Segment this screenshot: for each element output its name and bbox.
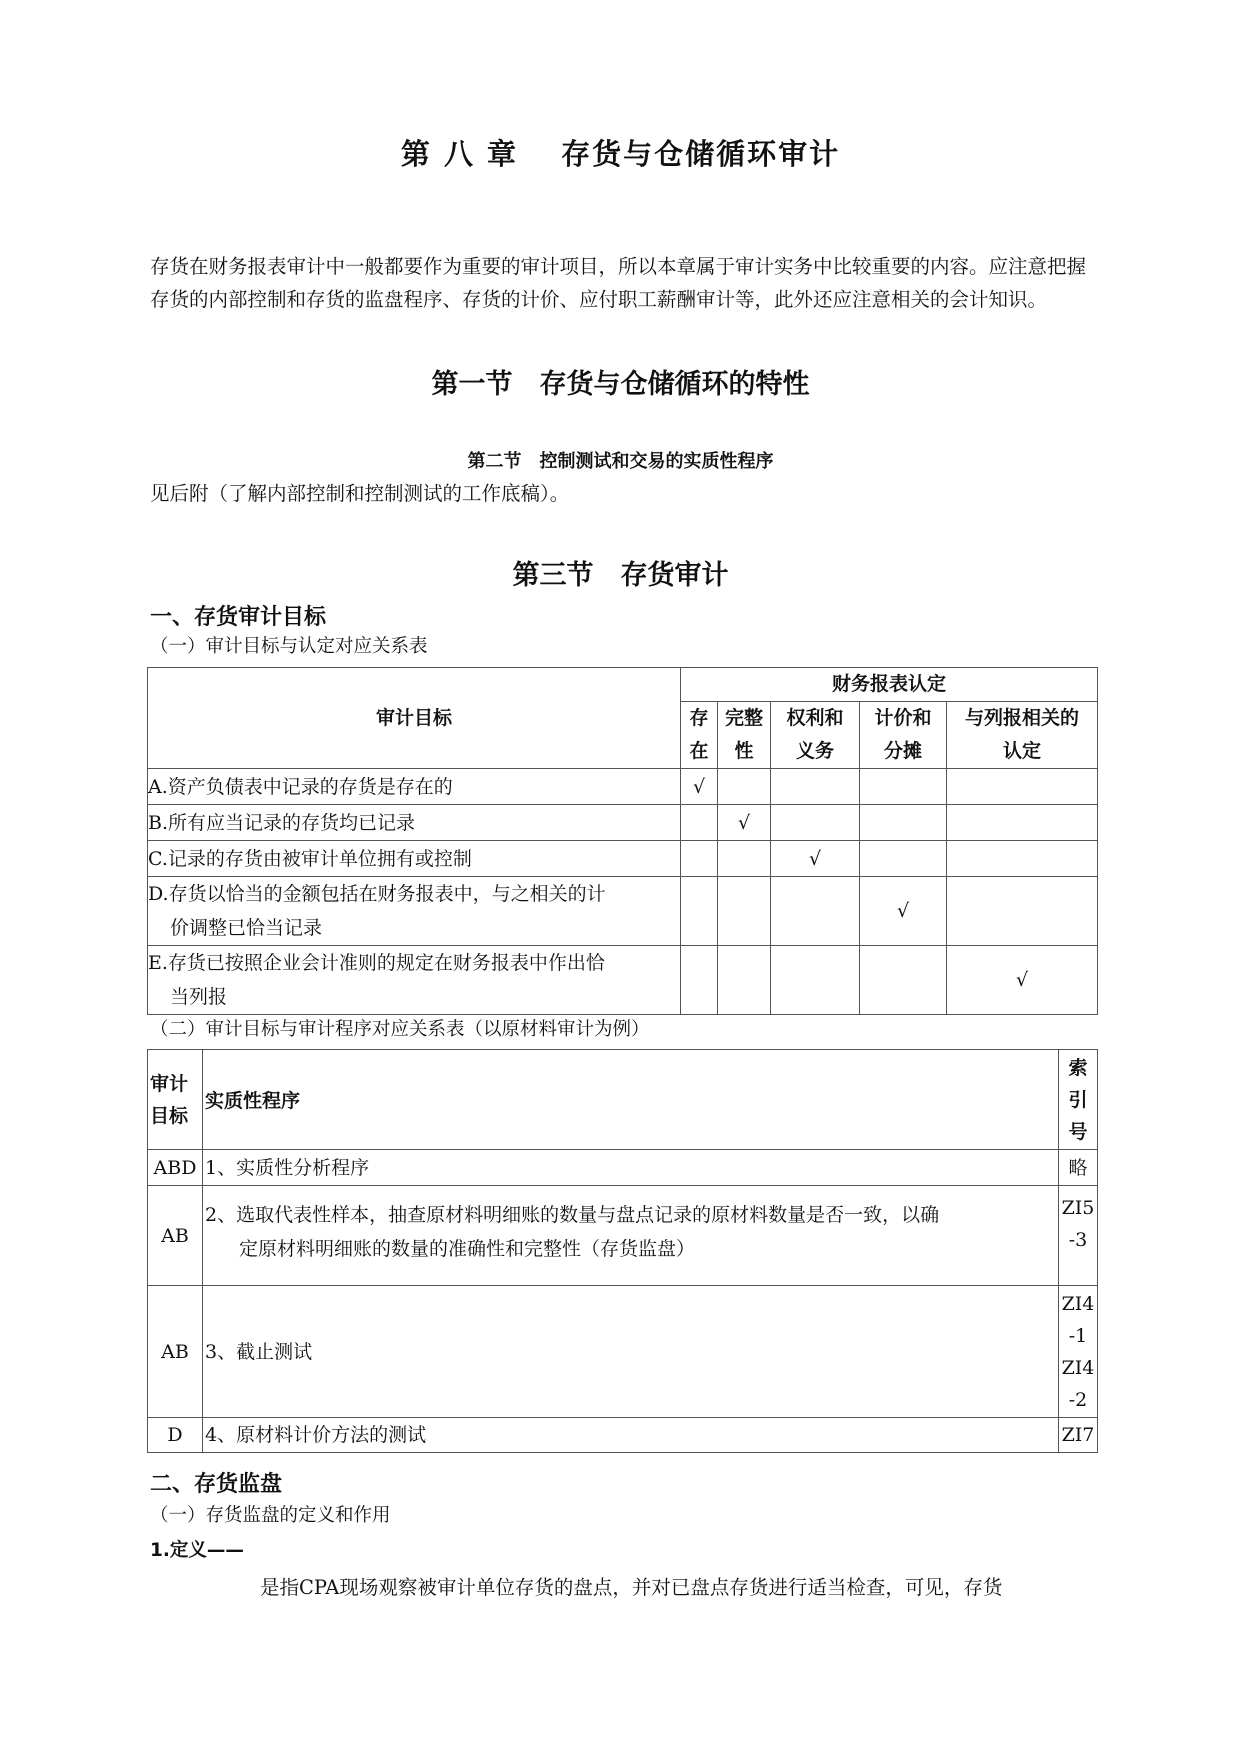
table-row	[148, 1150, 1098, 1186]
subheading-count-definition: （一）存货监盘的定义和作用	[150, 1505, 391, 1526]
col-group-assertions: 财务报表认定	[681, 668, 1098, 702]
row-procedure: 1、实质性分析程序	[203, 1150, 1059, 1186]
row-objective: A.资产负债表中记录的存货是存在的	[148, 769, 681, 805]
row-objective-code: ABD	[148, 1150, 203, 1186]
row-procedure: 3、截止测试	[203, 1286, 1059, 1418]
col-assertion-presentation: 与列报相关的 认定	[947, 702, 1098, 769]
section-2-note: 见后附（了解内部控制和控制测试的工作底稿）。	[150, 482, 570, 505]
check-mark: √	[947, 946, 1098, 1015]
row-objective: C.记录的存货由被审计单位拥有或控制	[148, 841, 681, 877]
row-index: 略	[1059, 1150, 1098, 1186]
row-procedure: 4、原材料计价方法的测试	[203, 1418, 1059, 1453]
row-objective-code: AB	[148, 1286, 203, 1418]
chapter-title: 第 八 章 存货与仓储循环审计	[400, 137, 841, 171]
table-row	[148, 1286, 1098, 1418]
table-row	[148, 769, 1098, 805]
row-objective: B.所有应当记录的存货均已记录	[148, 805, 681, 841]
row-objective: E.存货已按照企业会计准则的规定在财务报表中作出恰 当列报	[148, 946, 681, 1015]
row-procedure: 2、选取代表性样本，抽查原材料明细账的数量与盘点记录的原材料数量是否一致，以确 定原材料明细账的数量的准确性和完整性（存货监盘）	[203, 1186, 1059, 1286]
table-row	[148, 877, 1098, 946]
intro-paragraph: 存货在财务报表审计中一般都要作为重要的审计项目，所以本章属于审计实务中比较重要的内容。应注意把握存货的内部控制和存货的监盘程序、存货的计价、应付职工薪酬审计等，此外还应注意相关的会计知识。	[150, 255, 1087, 311]
col-assertion-valuation: 计价和 分摊	[860, 702, 947, 769]
subheading-objective-assertion-table: （一）审计目标与认定对应关系表	[150, 636, 428, 657]
heading-audit-objectives: 一、存货审计目标	[150, 605, 327, 630]
col-substantive-procedure: 实质性程序	[203, 1050, 1059, 1150]
check-mark: √	[771, 841, 860, 877]
definition-label: 1.定义——	[150, 1540, 244, 1561]
section-1-title: 第一节 存货与仓储循环的特性	[431, 369, 810, 400]
col-assertion-existence: 存 在	[681, 702, 718, 769]
section-3-title: 第三节 存货审计	[512, 560, 729, 591]
col-index-number: 索 引 号	[1059, 1050, 1098, 1150]
objective-procedure-table	[147, 1049, 1098, 1453]
table-row	[148, 1418, 1098, 1453]
row-index: ZI7	[1059, 1418, 1098, 1453]
table-row	[148, 805, 1098, 841]
table-row	[148, 946, 1098, 1015]
table-row	[148, 841, 1098, 877]
table-row	[148, 1186, 1098, 1286]
row-objective-code: D	[148, 1418, 203, 1453]
row-index: ZI4 -1 ZI4 -2	[1059, 1286, 1098, 1418]
check-mark: √	[718, 805, 771, 841]
check-mark: √	[681, 769, 718, 805]
row-objective-code: AB	[148, 1186, 203, 1286]
definition-text: 是指CPA现场观察被审计单位存货的盘点，并对已盘点存货进行适当检查，可见，存货	[260, 1576, 1003, 1599]
section-2-title: 第二节 控制测试和交易的实质性程序	[467, 451, 774, 472]
col-audit-objective: 审计 目标	[148, 1050, 203, 1150]
subheading-objective-procedure-table: （二）审计目标与审计程序对应关系表（以原材料审计为例）	[150, 1019, 650, 1040]
heading-inventory-count: 二、存货监盘	[150, 1472, 283, 1497]
objective-assertion-table	[147, 667, 1098, 1015]
col-audit-objective: 审计目标	[148, 668, 681, 769]
row-objective: D.存货以恰当的金额包括在财务报表中，与之相关的计 价调整已恰当记录	[148, 877, 681, 946]
row-index: ZI5 -3	[1059, 1186, 1098, 1286]
check-mark: √	[860, 877, 947, 946]
col-assertion-rights: 权利和 义务	[771, 702, 860, 769]
col-assertion-completeness: 完整 性	[718, 702, 771, 769]
